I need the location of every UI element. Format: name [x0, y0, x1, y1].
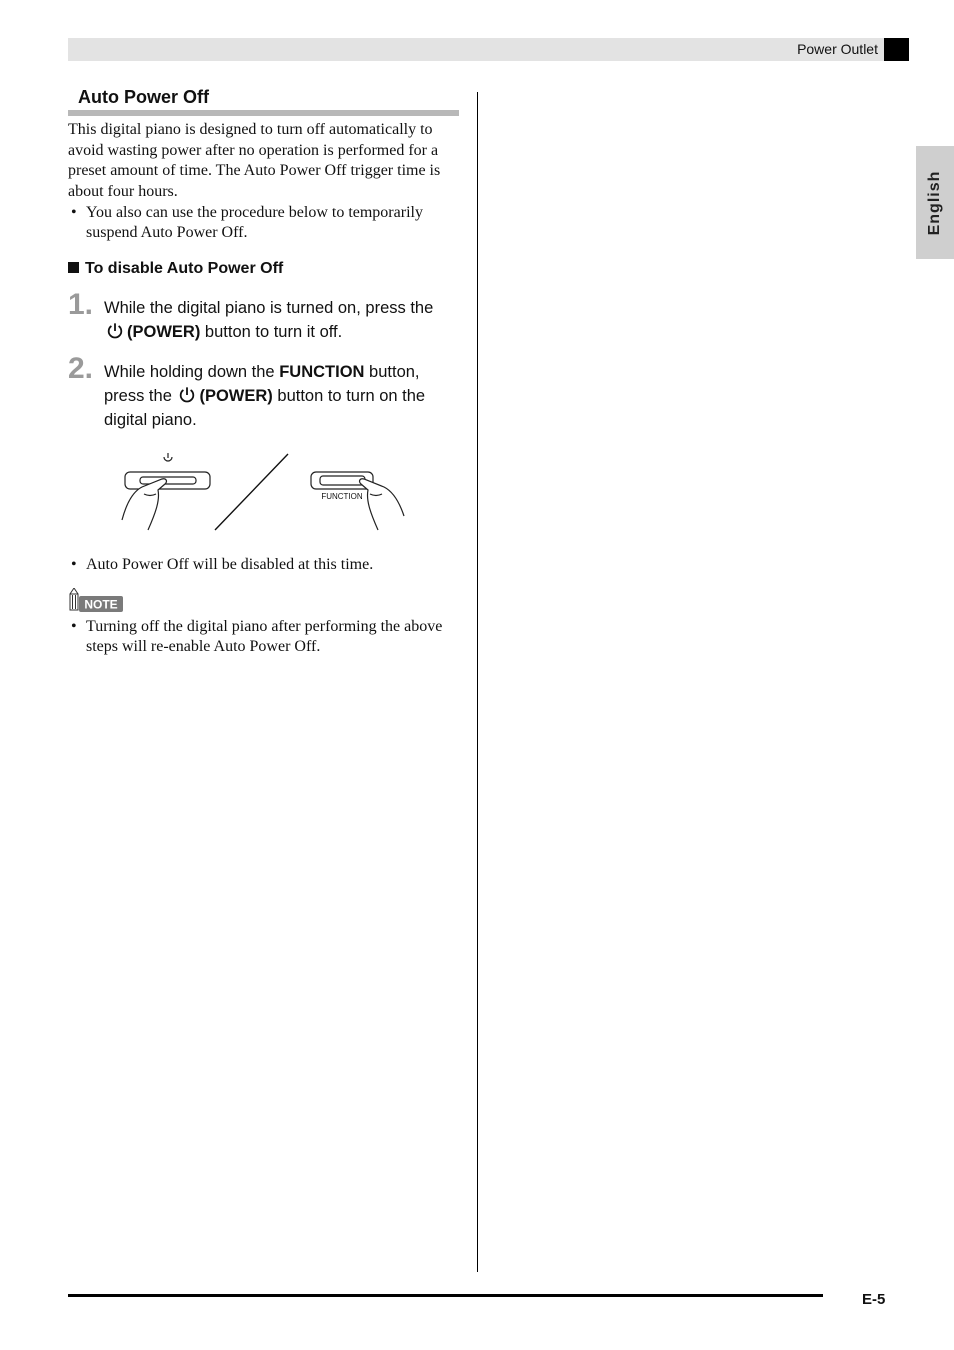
- header-section-title: Power Outlet: [797, 41, 878, 57]
- procedure-heading: [68, 259, 283, 279]
- step-2-number: 2.: [68, 352, 94, 385]
- step-2-text: [104, 360, 464, 432]
- power-icon: [178, 386, 196, 404]
- square-bullet-icon: [68, 262, 79, 273]
- function-button-illustration: [311, 472, 404, 530]
- footer-rule: [68, 1294, 823, 1297]
- note-badge: [68, 588, 126, 614]
- language-tab: [916, 146, 954, 259]
- step-2-power-label: (POWER): [199, 387, 273, 405]
- power-icon: [106, 322, 124, 340]
- step-2-text-before: While holding down the: [104, 363, 275, 381]
- step-2-text-middle: button, press the: [104, 363, 420, 405]
- note-text: • Turning off the digital piano after performing the above steps will re-enable Auto Power Off.: [68, 617, 460, 656]
- step-2-function-label: FUNCTION: [279, 363, 365, 381]
- step-1-text-after: button to turn it off.: [204, 323, 343, 341]
- header-bar: [68, 38, 884, 61]
- page-number: E-5: [862, 1291, 886, 1308]
- bullet-suspend: • You also can use the procedure below to temporarily suspend Auto Power Off.: [68, 203, 460, 242]
- power-button-illustration: [122, 453, 210, 530]
- note-badge-label: NOTE: [84, 597, 118, 612]
- step-2-text-after: button to turn on the digital piano.: [104, 387, 426, 429]
- column-divider: [477, 92, 478, 1272]
- section-title-rule: [68, 110, 459, 116]
- bullet-result: • Auto Power Off will be disabled at this time.: [68, 555, 460, 575]
- pencil-icon: [70, 588, 78, 610]
- step-1-power-label: (POWER): [127, 323, 201, 341]
- button-press-illustration: [118, 450, 410, 534]
- step-1-number: 1.: [68, 288, 94, 321]
- step-1-text-before: While the digital piano is turned on, press the: [104, 299, 434, 317]
- intro-paragraph: This digital piano is designed to turn off automatically to avoid wasting power after no operation is performed for a preset amount of time. The Auto Power Off trigger time is about four hours.: [68, 121, 441, 200]
- procedure-heading-text: To disable Auto Power Off: [85, 260, 284, 277]
- section-title: Auto Power Off: [78, 87, 209, 107]
- divider-slash: [215, 454, 288, 530]
- function-button-label: FUNCTION: [321, 492, 363, 501]
- language-tab-label: English: [926, 170, 943, 235]
- step-1-text: [104, 296, 464, 344]
- header-marker-block: [884, 38, 909, 61]
